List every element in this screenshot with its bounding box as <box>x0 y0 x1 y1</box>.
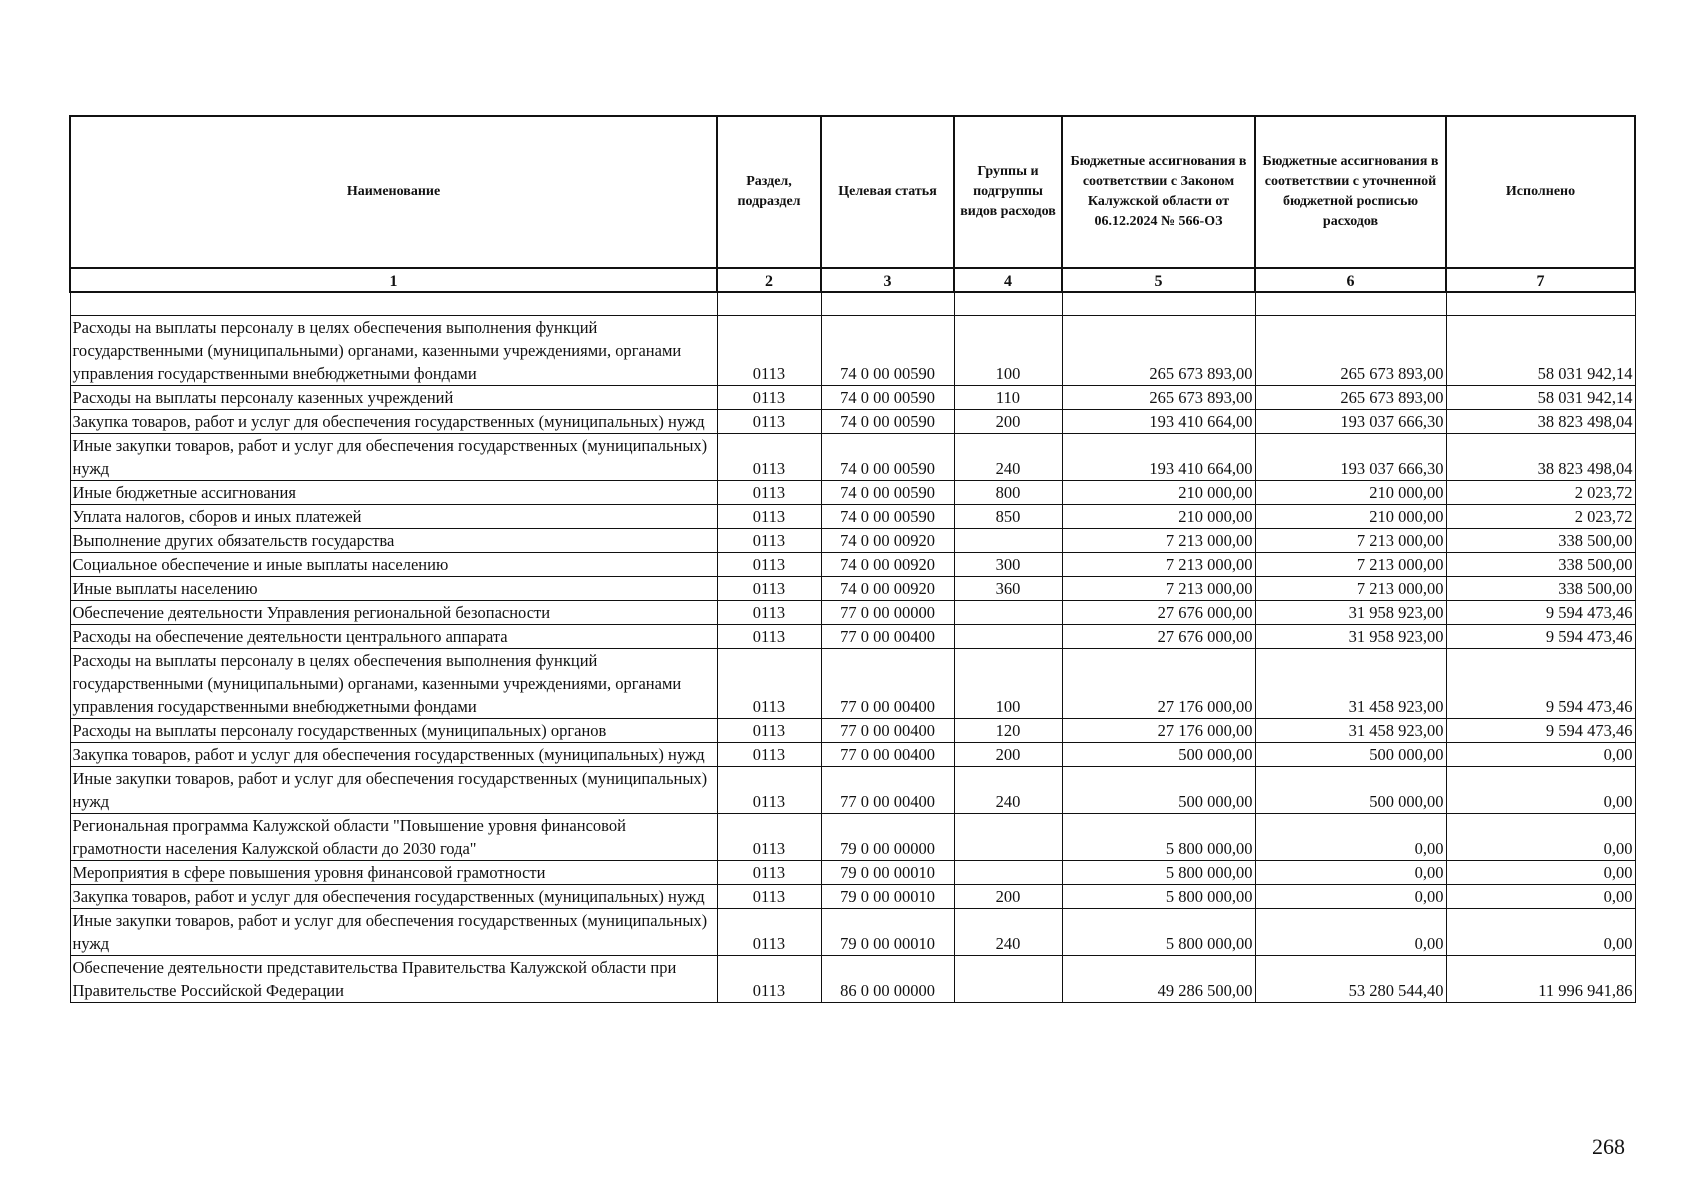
row-expense-group: 100 <box>954 316 1062 386</box>
row-target-article: 79 0 00 00010 <box>821 909 954 956</box>
row-name: Закупка товаров, работ и услуг для обеспечения государственных (муниципальных) нужд <box>70 410 717 434</box>
row-name: Мероприятия в сфере повышения уровня финансовой грамотности <box>70 861 717 885</box>
row-law-allocation: 5 800 000,00 <box>1062 885 1255 909</box>
table-row <box>70 481 1635 505</box>
row-law-allocation: 265 673 893,00 <box>1062 316 1255 386</box>
row-refined-allocation: 500 000,00 <box>1255 767 1446 814</box>
page-number: 268 <box>1592 1134 1625 1159</box>
row-expense-group: 300 <box>954 553 1062 577</box>
table-row <box>70 649 1635 719</box>
row-expense-group: 200 <box>954 410 1062 434</box>
row-target-article: 79 0 00 00010 <box>821 861 954 885</box>
row-expense-group: 850 <box>954 505 1062 529</box>
row-name: Иные бюджетные ассигнования <box>70 481 717 505</box>
row-expense-group: 240 <box>954 767 1062 814</box>
row-executed: 38 823 498,04 <box>1446 410 1635 434</box>
row-expense-group <box>954 956 1062 1003</box>
table-row <box>70 601 1635 625</box>
row-target-article: 86 0 00 00000 <box>821 956 954 1003</box>
row-law-allocation: 7 213 000,00 <box>1062 553 1255 577</box>
row-section: 0113 <box>717 529 821 553</box>
row-executed: 0,00 <box>1446 814 1635 861</box>
row-law-allocation: 193 410 664,00 <box>1062 434 1255 481</box>
row-refined-allocation: 31 958 923,00 <box>1255 625 1446 649</box>
budget-table-container <box>69 115 1634 1003</box>
row-executed: 58 031 942,14 <box>1446 386 1635 410</box>
table-row <box>70 743 1635 767</box>
row-name: Расходы на выплаты персоналу государственных (муниципальных) органов <box>70 719 717 743</box>
row-expense-group <box>954 601 1062 625</box>
row-refined-allocation: 0,00 <box>1255 885 1446 909</box>
row-law-allocation: 27 676 000,00 <box>1062 625 1255 649</box>
row-name: Региональная программа Калужской области "Повышение уровня финансовой грамотности населения Калужской области до 2030 года" <box>70 814 717 861</box>
row-name: Обеспечение деятельности представительства Правительства Калужской области при Правительстве Российской Федерации <box>70 956 717 1003</box>
table-row <box>70 577 1635 601</box>
column-number: 2 <box>717 268 821 292</box>
table-row <box>70 505 1635 529</box>
row-target-article: 74 0 00 00920 <box>821 553 954 577</box>
row-target-article: 74 0 00 00590 <box>821 316 954 386</box>
row-section: 0113 <box>717 814 821 861</box>
row-name: Иные закупки товаров, работ и услуг для обеспечения государственных (муниципальных) нужд <box>70 434 717 481</box>
row-target-article: 77 0 00 00400 <box>821 625 954 649</box>
table-row <box>70 625 1635 649</box>
row-name: Иные закупки товаров, работ и услуг для обеспечения государственных (муниципальных) нужд <box>70 767 717 814</box>
row-expense-group: 200 <box>954 743 1062 767</box>
row-section: 0113 <box>717 743 821 767</box>
row-law-allocation: 7 213 000,00 <box>1062 577 1255 601</box>
row-law-allocation: 500 000,00 <box>1062 767 1255 814</box>
row-section: 0113 <box>717 316 821 386</box>
row-target-article: 74 0 00 00590 <box>821 410 954 434</box>
row-refined-allocation: 7 213 000,00 <box>1255 577 1446 601</box>
row-section: 0113 <box>717 649 821 719</box>
row-law-allocation: 49 286 500,00 <box>1062 956 1255 1003</box>
row-section: 0113 <box>717 909 821 956</box>
row-target-article: 77 0 00 00400 <box>821 649 954 719</box>
row-section: 0113 <box>717 625 821 649</box>
row-name: Закупка товаров, работ и услуг для обеспечения государственных (муниципальных) нужд <box>70 885 717 909</box>
table-row <box>70 410 1635 434</box>
table-row <box>70 767 1635 814</box>
row-target-article: 77 0 00 00400 <box>821 743 954 767</box>
row-refined-allocation: 31 458 923,00 <box>1255 719 1446 743</box>
row-target-article: 74 0 00 00590 <box>821 505 954 529</box>
row-name: Выполнение других обязательств государства <box>70 529 717 553</box>
table-row <box>70 434 1635 481</box>
row-refined-allocation: 0,00 <box>1255 909 1446 956</box>
row-executed: 9 594 473,46 <box>1446 601 1635 625</box>
row-expense-group <box>954 861 1062 885</box>
row-expense-group: 100 <box>954 649 1062 719</box>
spacer-row <box>70 292 1635 316</box>
row-refined-allocation: 0,00 <box>1255 814 1446 861</box>
header-row <box>70 116 1635 268</box>
row-executed: 9 594 473,46 <box>1446 625 1635 649</box>
row-name: Расходы на выплаты персоналу в целях обеспечения выполнения функций государственными (муниципальными) органами, казенными учреждениями, органами управления государственными внебюджетными фондами <box>70 649 717 719</box>
table-row <box>70 386 1635 410</box>
column-number: 5 <box>1062 268 1255 292</box>
row-name: Расходы на выплаты персоналу казенных учреждений <box>70 386 717 410</box>
row-expense-group: 110 <box>954 386 1062 410</box>
row-executed: 2 023,72 <box>1446 481 1635 505</box>
table-row <box>70 814 1635 861</box>
column-number: 4 <box>954 268 1062 292</box>
header-law-allocation: Бюджетные ассигнования в соответствии с Законом Калужской области от 06.12.2024 № 566-ОЗ <box>1062 116 1255 268</box>
table-row <box>70 909 1635 956</box>
column-number: 6 <box>1255 268 1446 292</box>
table-body <box>70 292 1635 1003</box>
table-row <box>70 553 1635 577</box>
row-law-allocation: 5 800 000,00 <box>1062 909 1255 956</box>
row-target-article: 74 0 00 00920 <box>821 577 954 601</box>
row-target-article: 77 0 00 00400 <box>821 719 954 743</box>
row-target-article: 79 0 00 00010 <box>821 885 954 909</box>
row-executed: 338 500,00 <box>1446 553 1635 577</box>
row-executed: 0,00 <box>1446 885 1635 909</box>
row-refined-allocation: 53 280 544,40 <box>1255 956 1446 1003</box>
row-refined-allocation: 265 673 893,00 <box>1255 386 1446 410</box>
row-refined-allocation: 31 458 923,00 <box>1255 649 1446 719</box>
row-executed: 0,00 <box>1446 767 1635 814</box>
row-executed: 0,00 <box>1446 743 1635 767</box>
row-refined-allocation: 0,00 <box>1255 861 1446 885</box>
row-target-article: 79 0 00 00000 <box>821 814 954 861</box>
row-executed: 338 500,00 <box>1446 529 1635 553</box>
row-law-allocation: 210 000,00 <box>1062 505 1255 529</box>
row-target-article: 74 0 00 00920 <box>821 529 954 553</box>
row-section: 0113 <box>717 601 821 625</box>
row-executed: 11 996 941,86 <box>1446 956 1635 1003</box>
row-law-allocation: 193 410 664,00 <box>1062 410 1255 434</box>
row-executed: 58 031 942,14 <box>1446 316 1635 386</box>
header-refined-allocation: Бюджетные ассигнования в соответствии с уточненной бюджетной росписью расходов <box>1255 116 1446 268</box>
row-section: 0113 <box>717 577 821 601</box>
column-number: 7 <box>1446 268 1635 292</box>
table-row <box>70 316 1635 386</box>
row-executed: 9 594 473,46 <box>1446 649 1635 719</box>
column-number: 3 <box>821 268 954 292</box>
header-expense-group: Группы и подгруппы видов расходов <box>954 116 1062 268</box>
row-executed: 0,00 <box>1446 909 1635 956</box>
row-refined-allocation: 210 000,00 <box>1255 481 1446 505</box>
row-law-allocation: 500 000,00 <box>1062 743 1255 767</box>
row-expense-group: 240 <box>954 434 1062 481</box>
table-row <box>70 885 1635 909</box>
row-law-allocation: 27 176 000,00 <box>1062 649 1255 719</box>
row-expense-group: 240 <box>954 909 1062 956</box>
row-section: 0113 <box>717 386 821 410</box>
row-name: Обеспечение деятельности Управления региональной безопасности <box>70 601 717 625</box>
row-law-allocation: 210 000,00 <box>1062 481 1255 505</box>
row-refined-allocation: 193 037 666,30 <box>1255 434 1446 481</box>
table-row <box>70 529 1635 553</box>
row-executed: 9 594 473,46 <box>1446 719 1635 743</box>
row-law-allocation: 27 676 000,00 <box>1062 601 1255 625</box>
column-number-row <box>70 268 1635 292</box>
row-name: Иные выплаты населению <box>70 577 717 601</box>
row-target-article: 77 0 00 00400 <box>821 767 954 814</box>
row-refined-allocation: 7 213 000,00 <box>1255 553 1446 577</box>
row-refined-allocation: 193 037 666,30 <box>1255 410 1446 434</box>
table-row <box>70 719 1635 743</box>
row-section: 0113 <box>717 767 821 814</box>
row-name: Расходы на выплаты персоналу в целях обеспечения выполнения функций государственными (муниципальными) органами, казенными учреждениями, органами управления государственными внебюджетными фондами <box>70 316 717 386</box>
row-section: 0113 <box>717 481 821 505</box>
row-expense-group <box>954 814 1062 861</box>
header-executed: Исполнено <box>1446 116 1635 268</box>
row-executed: 0,00 <box>1446 861 1635 885</box>
row-section: 0113 <box>717 885 821 909</box>
row-section: 0113 <box>717 553 821 577</box>
row-expense-group: 800 <box>954 481 1062 505</box>
row-section: 0113 <box>717 410 821 434</box>
row-refined-allocation: 210 000,00 <box>1255 505 1446 529</box>
row-expense-group: 120 <box>954 719 1062 743</box>
row-target-article: 74 0 00 00590 <box>821 386 954 410</box>
row-expense-group: 360 <box>954 577 1062 601</box>
row-name: Социальное обеспечение и иные выплаты населению <box>70 553 717 577</box>
header-target-article: Целевая статья <box>821 116 954 268</box>
row-expense-group <box>954 625 1062 649</box>
row-section: 0113 <box>717 434 821 481</box>
row-name: Расходы на обеспечение деятельности центрального аппарата <box>70 625 717 649</box>
row-law-allocation: 27 176 000,00 <box>1062 719 1255 743</box>
row-section: 0113 <box>717 719 821 743</box>
row-refined-allocation: 31 958 923,00 <box>1255 601 1446 625</box>
budget-table <box>69 115 1636 1003</box>
row-section: 0113 <box>717 861 821 885</box>
row-target-article: 77 0 00 00000 <box>821 601 954 625</box>
row-section: 0113 <box>717 505 821 529</box>
row-section: 0113 <box>717 956 821 1003</box>
row-refined-allocation: 500 000,00 <box>1255 743 1446 767</box>
row-target-article: 74 0 00 00590 <box>821 434 954 481</box>
row-expense-group: 200 <box>954 885 1062 909</box>
row-law-allocation: 5 800 000,00 <box>1062 861 1255 885</box>
row-name: Иные закупки товаров, работ и услуг для обеспечения государственных (муниципальных) нужд <box>70 909 717 956</box>
table-row <box>70 956 1635 1003</box>
row-refined-allocation: 265 673 893,00 <box>1255 316 1446 386</box>
row-target-article: 74 0 00 00590 <box>821 481 954 505</box>
row-law-allocation: 265 673 893,00 <box>1062 386 1255 410</box>
row-law-allocation: 5 800 000,00 <box>1062 814 1255 861</box>
row-name: Уплата налогов, сборов и иных платежей <box>70 505 717 529</box>
row-law-allocation: 7 213 000,00 <box>1062 529 1255 553</box>
column-number: 1 <box>70 268 717 292</box>
row-executed: 2 023,72 <box>1446 505 1635 529</box>
table-row <box>70 861 1635 885</box>
row-name: Закупка товаров, работ и услуг для обеспечения государственных (муниципальных) нужд <box>70 743 717 767</box>
row-executed: 38 823 498,04 <box>1446 434 1635 481</box>
row-executed: 338 500,00 <box>1446 577 1635 601</box>
row-expense-group <box>954 529 1062 553</box>
header-name: Наименование <box>70 116 717 268</box>
row-refined-allocation: 7 213 000,00 <box>1255 529 1446 553</box>
header-section: Раздел, подраздел <box>717 116 821 268</box>
